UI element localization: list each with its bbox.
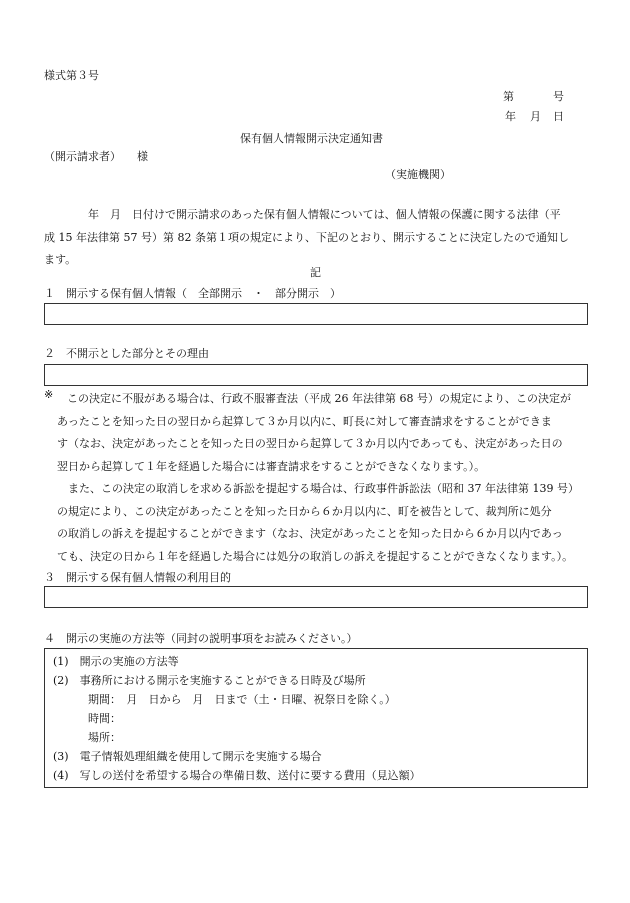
date-day: 日 [553, 110, 564, 123]
notice-line: あったことを知った日の翌日から起算して３か月以内に、町長に対して審査請求をすることができま [57, 414, 552, 428]
section4-heading: ４ 開示の実施の方法等（同封の説明事項をお読みください。） [44, 632, 358, 645]
agency-label: （実施機関） [385, 168, 451, 181]
section4-item-2: (2) 事務所における開示を実施することができる日時及び場所 [53, 674, 366, 687]
section4-item-1: (1) 開示の実施の方法等 [53, 655, 179, 668]
requester-label: （開示請求者） [44, 150, 121, 163]
section1-field [44, 303, 588, 325]
notice-line: ても、決定の日から１年を経過した場合には処分の取消しの訴えを提起することができなくなります。）。 [57, 549, 574, 563]
intro-line: ます。 [44, 253, 77, 266]
intro-paragraph [44, 204, 589, 272]
intro-line: 年 月 日付けで開示請求のあった保有個人情報については、個人情報の保護に関する法律（平 [44, 208, 561, 221]
section4-item-4: (4) 写しの送付を希望する場合の準備日数、送付に要する費用（見込額） [53, 769, 421, 782]
notice-mark: ※ [44, 388, 54, 401]
notice-text [57, 388, 589, 568]
doc-number-prefix: 第 [503, 90, 514, 103]
doc-number-suffix: 号 [553, 90, 564, 103]
section2-field [44, 364, 588, 386]
section4-item-3: (3) 電子情報処理組織を使用して開示を実施する場合 [53, 750, 322, 763]
section4-box [44, 648, 588, 788]
notice-line: す（なお、決定があったことを知った日の翌日から起算して３か月以内であっても、決定があった日の [57, 437, 563, 450]
section1-heading: １ 開示する保有個人情報（ 全部開示 ・ 部分開示 ） [44, 287, 341, 300]
section4-period: 期間： 月 日から 月 日まで（土・日曜、祝祭日を除く。） [88, 693, 396, 706]
intro-line: 成 15 年法律第 57 号）第 82 条第１項の規定により、下記のとおり、開示することに決定したので通知し [44, 230, 569, 244]
form-number: 様式第３号 [44, 69, 99, 82]
section3-field [44, 586, 588, 608]
date-year: 年 [505, 110, 516, 123]
section2-heading: ２ 不開示とした部分とその理由 [44, 347, 209, 360]
ki-heading: 記 [310, 266, 321, 279]
notice-line: の取消しの訴えを提起することができます（なお、決定があったことを知った日から６か月以内であっ [57, 527, 563, 540]
section4-time: 時間： [88, 712, 121, 725]
requester-honorific: 様 [137, 150, 148, 163]
section4-place: 場所： [88, 731, 121, 744]
document-title: 保有個人情報開示決定通知書 [240, 132, 383, 145]
notice-line: また、この決定の取消しを求める訴訟を提起する場合は、行政事件訴訟法（昭和 37 年法律第 139 号） [57, 482, 579, 495]
notice-line: 翌日から起算して１年を経過した場合には審査請求をすることができなくなります。）。 [57, 459, 486, 473]
notice-line: の規定により、この決定があったことを知った日から６か月以内に、町を被告として、裁判所に処分 [57, 504, 552, 518]
notice-line: この決定に不服がある場合は、行政不服審査法（平成 26 年法律第 68 号）の規定により、この決定が [67, 392, 571, 405]
section3-heading: ３ 開示する保有個人情報の利用目的 [44, 571, 231, 584]
date-month: 月 [530, 110, 541, 123]
